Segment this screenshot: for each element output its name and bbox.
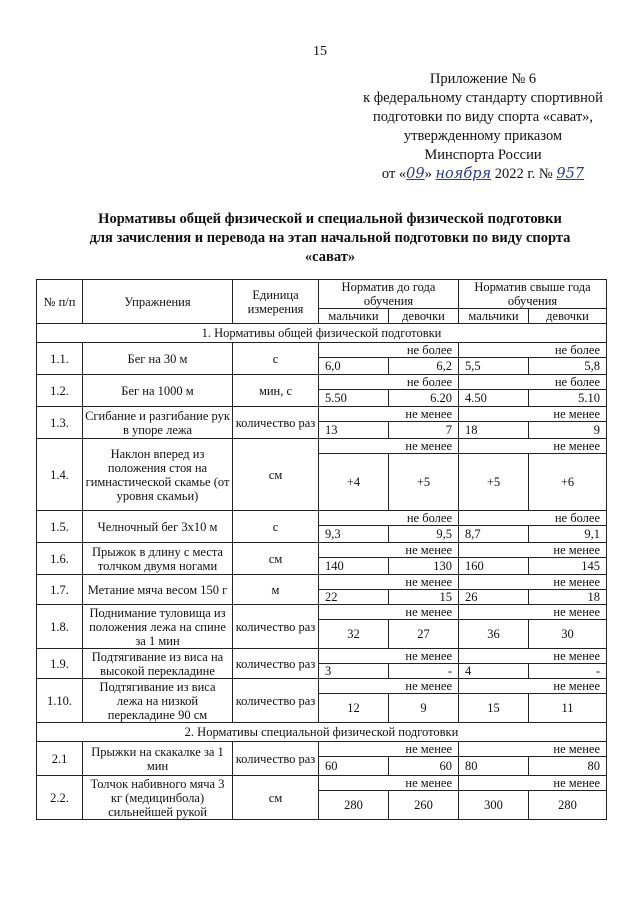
norm-value: 9: [389, 694, 459, 723]
norm-value: 6,0: [319, 358, 389, 375]
norm-value: 11: [529, 694, 607, 723]
norm-value: 145: [529, 558, 607, 575]
norm-value: 9: [529, 422, 607, 439]
condition-label: не более: [319, 343, 459, 358]
norm-value: +5: [459, 454, 529, 511]
unit: количество раз: [233, 742, 319, 776]
row-number: 2.1: [37, 742, 83, 776]
row-number: 1.6.: [37, 543, 83, 575]
table-row: [37, 575, 607, 590]
norm-value: 12: [319, 694, 389, 723]
condition-label: не менее: [459, 543, 607, 558]
condition-label: не менее: [319, 439, 459, 454]
condition-label: не более: [319, 375, 459, 390]
exercise-name: Прыжки на скакалке за 1 мин: [83, 742, 233, 776]
norm-value: 13: [319, 422, 389, 439]
exercise-name: Бег на 30 м: [83, 343, 233, 375]
row-number: 1.3.: [37, 407, 83, 439]
norm-value: 5,5: [459, 358, 529, 375]
exercise-name: Наклон вперед из положения стоя на гимнастической скамье (от уровня скамьи): [83, 439, 233, 511]
norm-value: 9,5: [389, 526, 459, 543]
norm-value: 160: [459, 558, 529, 575]
norm-value: 15: [389, 590, 459, 605]
header-num: № п/п: [37, 280, 83, 324]
norm-value: 27: [389, 620, 459, 649]
condition-label: не менее: [319, 407, 459, 422]
norm-value: 32: [319, 620, 389, 649]
handwritten-order-number: 957: [556, 166, 585, 182]
date-mid: »: [424, 166, 432, 182]
norm-value: 60: [319, 757, 389, 776]
norm-value: 60: [389, 757, 459, 776]
header-girls: девочки: [529, 309, 607, 324]
norm-value: 280: [319, 791, 389, 820]
table-row: [37, 511, 607, 526]
unit: см: [233, 776, 319, 820]
header-norm-to-year: Норматив до года обучения: [319, 280, 459, 309]
table-row: [37, 605, 607, 620]
row-number: 1.5.: [37, 511, 83, 543]
unit: см: [233, 543, 319, 575]
norm-value: 36: [459, 620, 529, 649]
appendix-block: [338, 70, 628, 184]
condition-label: не менее: [459, 439, 607, 454]
condition-label: не менее: [459, 575, 607, 590]
norm-value: 9,1: [529, 526, 607, 543]
heading-line: для зачисления и перевода на этап начальной подготовки по виду спорта: [89, 230, 571, 246]
norm-value: 280: [529, 791, 607, 820]
unit: см: [233, 439, 319, 511]
exercise-name: Прыжок в длину с места толчком двумя ногами: [83, 543, 233, 575]
header-norm-over-year: Норматив свыше года обучения: [459, 280, 607, 309]
appendix-line: подготовки по виду спорта «сават»,: [372, 109, 594, 125]
norm-value: 22: [319, 590, 389, 605]
exercise-name: Подтягивание из виса лежа на низкой перекладине 90 см: [83, 679, 233, 723]
table-row: [37, 343, 607, 358]
header-unit: Единица измерения: [233, 280, 319, 324]
header-boys: мальчики: [319, 309, 389, 324]
unit: количество раз: [233, 679, 319, 723]
table-row: [37, 742, 607, 757]
appendix-line: утвержденному приказом: [403, 128, 563, 144]
row-number: 1.2.: [37, 375, 83, 407]
header-boys: мальчики: [459, 309, 529, 324]
exercise-name: Сгибание и разгибание рук в упоре лежа: [83, 407, 233, 439]
condition-label: не более: [459, 375, 607, 390]
norm-value: 130: [389, 558, 459, 575]
section-title: 2. Нормативы специальной физической подготовки: [37, 723, 607, 742]
table-row: [37, 439, 607, 454]
heading-line: Нормативы общей физической и специальной физической подготовки: [98, 211, 562, 227]
exercise-name: Челночный бег 3х10 м: [83, 511, 233, 543]
heading-line: «сават»: [304, 249, 356, 265]
norm-value: +5: [389, 454, 459, 511]
condition-label: не менее: [319, 605, 459, 620]
norm-value: 4: [459, 664, 529, 679]
exercise-name: Подтягивание из виса на высокой перекладине: [83, 649, 233, 679]
condition-label: не менее: [459, 679, 607, 694]
table-row: [37, 679, 607, 694]
norm-value: +4: [319, 454, 389, 511]
page-number: 15: [313, 44, 327, 59]
condition-label: не менее: [459, 605, 607, 620]
row-number: 1.9.: [37, 649, 83, 679]
norm-value: 5.10: [529, 390, 607, 407]
condition-label: не менее: [319, 543, 459, 558]
norm-value: 9,3: [319, 526, 389, 543]
table-row: [37, 407, 607, 422]
condition-label: не менее: [319, 679, 459, 694]
date-prefix: от «: [381, 166, 407, 182]
section-title: 1. Нормативы общей физической подготовки: [37, 324, 607, 343]
norm-value: 26: [459, 590, 529, 605]
unit: количество раз: [233, 407, 319, 439]
norm-value: 30: [529, 620, 607, 649]
condition-label: не менее: [319, 776, 459, 791]
norm-value: 260: [389, 791, 459, 820]
norm-value: 5,8: [529, 358, 607, 375]
table-row: [37, 776, 607, 791]
header-girls: девочки: [389, 309, 459, 324]
exercise-name: Бег на 1000 м: [83, 375, 233, 407]
norm-value: 80: [529, 757, 607, 776]
condition-label: не менее: [459, 649, 607, 664]
condition-label: не менее: [459, 407, 607, 422]
condition-label: не более: [319, 511, 459, 526]
appendix-title: Приложение № 6: [429, 71, 537, 87]
row-number: 1.8.: [37, 605, 83, 649]
norm-value: 300: [459, 791, 529, 820]
norm-value: 18: [459, 422, 529, 439]
handwritten-month: ноября: [435, 166, 492, 182]
unit: мин, с: [233, 375, 319, 407]
header-exercise: Упражнения: [83, 280, 233, 324]
norm-value: 5.50: [319, 390, 389, 407]
condition-label: не более: [459, 511, 607, 526]
exercise-name: Метание мяча весом 150 г: [83, 575, 233, 605]
table-row: [37, 543, 607, 558]
appendix-line: Минспорта России: [424, 147, 542, 163]
unit: с: [233, 511, 319, 543]
unit: количество раз: [233, 605, 319, 649]
norm-value: -: [529, 664, 607, 679]
table-row: [37, 375, 607, 390]
condition-label: не менее: [459, 776, 607, 791]
norm-value: 3: [319, 664, 389, 679]
norm-value: 15: [459, 694, 529, 723]
row-number: 1.1.: [37, 343, 83, 375]
condition-label: не более: [459, 343, 607, 358]
row-number: 2.2.: [37, 776, 83, 820]
norm-value: 80: [459, 757, 529, 776]
norm-value: 6,2: [389, 358, 459, 375]
exercise-name: Толчок набивного мяча 3 кг (медицинбола) сильнейшей рукой: [83, 776, 233, 820]
unit: м: [233, 575, 319, 605]
row-number: 1.7.: [37, 575, 83, 605]
unit: количество раз: [233, 649, 319, 679]
norm-value: 6.20: [389, 390, 459, 407]
condition-label: не менее: [319, 649, 459, 664]
norm-value: 4.50: [459, 390, 529, 407]
norm-value: 7: [389, 422, 459, 439]
norm-value: +6: [529, 454, 607, 511]
norm-value: 140: [319, 558, 389, 575]
norm-value: 18: [529, 590, 607, 605]
handwritten-day: 09: [406, 166, 425, 182]
exercise-name: Поднимание туловища из положения лежа на спине за 1 мин: [83, 605, 233, 649]
date-year: 2022 г. №: [494, 166, 553, 182]
appendix-date-line: [338, 165, 628, 184]
table-row: [37, 649, 607, 664]
appendix-line: к федеральному стандарту спортивной: [363, 90, 603, 106]
unit: с: [233, 343, 319, 375]
document-heading: [70, 210, 590, 267]
condition-label: не менее: [319, 742, 459, 757]
row-number: 1.4.: [37, 439, 83, 511]
norm-value: -: [389, 664, 459, 679]
standards-table: [36, 279, 607, 820]
row-number: 1.10.: [37, 679, 83, 723]
condition-label: не менее: [319, 575, 459, 590]
norm-value: 8,7: [459, 526, 529, 543]
condition-label: не менее: [459, 742, 607, 757]
